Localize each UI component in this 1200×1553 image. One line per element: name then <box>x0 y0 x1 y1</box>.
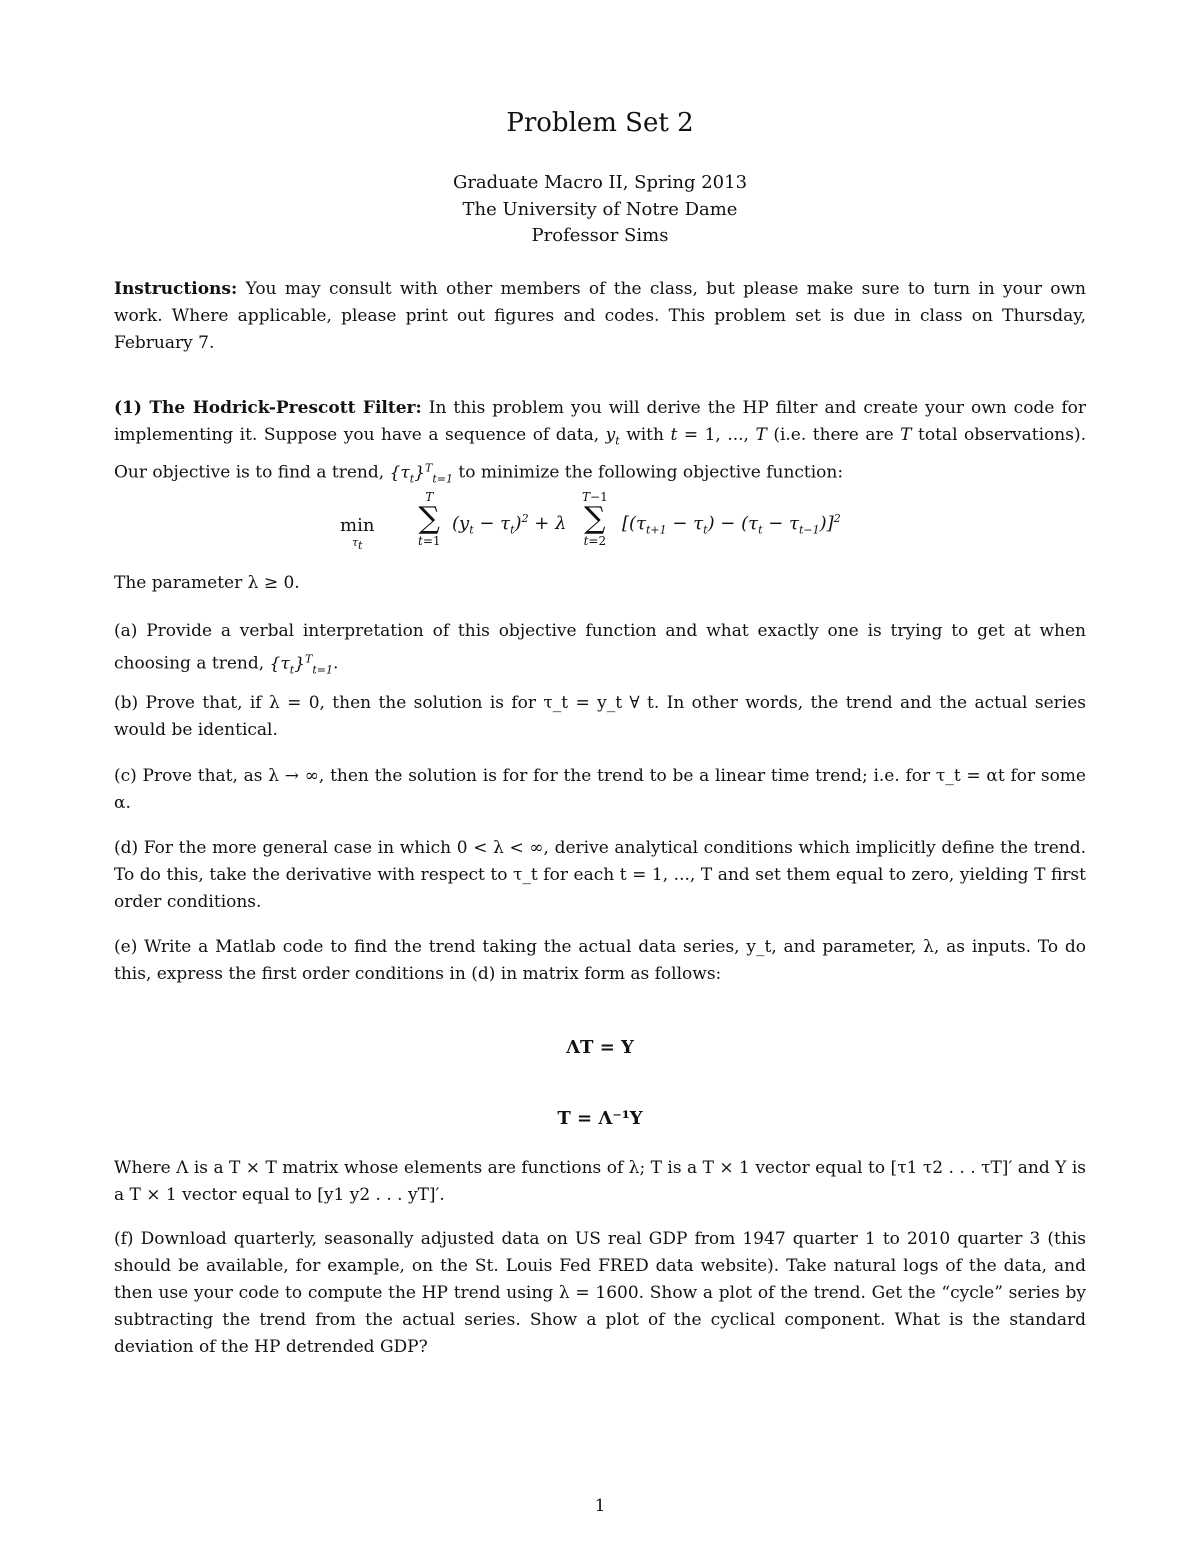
part-c: (c) Prove that, as λ → ∞, then the solution is for for the trend to be a linear time trend; i.e. for τ_t = αt for some α. <box>114 766 1086 813</box>
university-line: The University of Notre Dame <box>462 199 738 220</box>
math-trend-set: $\{\tau_t\}^T_{t=1}$ <box>389 461 453 486</box>
problem1-intro-text-c: (i.e. there are <box>773 425 894 445</box>
matrix-definition: Where Λ is a T × T matrix whose elements are functions of λ; T is a T × 1 vector equal to [τ1 τ2 . . . τT]′ and Y is a T × 1 vector equal to [y1 y2 . . . yT]′. <box>114 1158 1086 1205</box>
sum-2-term: $[(\tau_{t+1} - \tau_t) - (\tau_t - \tau_{t-1})]^2$ <box>622 512 841 537</box>
part-a-text: (a) Provide a verbal interpretation of this objective function and what exactly one is trying to get at when choosing a trend, <box>114 621 1086 674</box>
page-title: Problem Set 2 <box>506 108 694 138</box>
min-operator: min $\tau_t$ <box>340 515 375 553</box>
page-number: 1 <box>594 1496 606 1516</box>
sum-2: T−1 ∑ t=2 <box>582 490 608 548</box>
course-line: Graduate Macro II, Spring 2013 <box>452 172 748 193</box>
problem1-intro-text-a: In this problem you will derive the HP filter and create your own code for implementing it. Suppose you have a sequence of data, <box>114 398 1086 445</box>
lambda-parameter: The parameter λ ≥ 0. <box>114 573 300 593</box>
math-yt: $y_t$ <box>605 425 620 448</box>
problem1-label: (1) The Hodrick-Prescott Filter: <box>114 398 422 418</box>
instructions-text: You may consult with other members of the class, but please make sure to turn in your own work. Where applicable, please print out figures and codes. This problem set is due in class on Thursday, February 7. <box>114 279 1086 353</box>
problem1-intro-text-d: total observations). Our objective is to find a trend, <box>114 425 1086 484</box>
matrix-equation-1: ΛT = Y <box>566 1037 634 1058</box>
problem1-intro-text-b: with <box>626 425 664 445</box>
math-t-range: t <box>670 425 678 445</box>
part-a: (a) Provide a verbal interpretation of this objective function and what exactly one is trying to get at when choosing a trend, $\{\tau_t\}^T_{t=1}$. <box>114 621 1086 677</box>
math-T: T <box>755 425 767 445</box>
math-trend-set-a: $\{\tau_t\}^T_{t=1}$ <box>269 652 334 677</box>
part-f: (f) Download quarterly, seasonally adjusted data on US real GDP from 1947 quarter 1 to 2010 quarter 3 (this should be available, for example, on the St. Louis Fed FRED data website). Take natural logs of the data, and then use your code to compute the HP trend using λ = 1600. Show a plot of the trend. Get the “cycle” series by subtracting the trend from the actual series. Show a plot of the cyclical component. What is the standard deviation of the HP detrended GDP? <box>114 1229 1086 1357</box>
math-T2: T <box>900 425 912 445</box>
instructions-label: Instructions: <box>114 279 238 299</box>
sum-1-term: $(y_t - \tau_t)^2 + \lambda$ <box>452 512 567 537</box>
part-e: (e) Write a Matlab code to find the trend taking the actual data series, y_t, and parameter, λ, as inputs. To do this, express the first order conditions in (d) in matrix form as follows: <box>114 937 1086 984</box>
problem1-intro-text-e: to minimize the following objective function: <box>458 463 844 484</box>
problem1-intro: (1) The Hodrick-Prescott Filter: In this problem you will derive the HP filter and create your own code for implementing it. Suppose you have a sequence of data, $y_t$ with t = 1, ..., T (i.e. there are T total observations). Our objective is to find a trend, $\{\tau_t\}^T_{t=1}$ to minimize the following objective function: <box>114 398 1086 486</box>
matrix-equation-2: T = Λ⁻¹Y <box>557 1108 643 1129</box>
sum-1: T ∑ t=1 <box>418 490 441 548</box>
part-d: (d) For the more general case in which 0 < λ < ∞, derive analytical conditions which implicitly define the trend. To do this, take the derivative with respect to τ_t for each t = 1, ..., T and set them equal to zero, yielding T first order conditions. <box>114 838 1086 912</box>
professor-line: Professor Sims <box>531 225 669 246</box>
instructions-paragraph <box>114 276 1086 357</box>
part-b: (b) Prove that, if λ = 0, then the solution is for τ_t = y_t ∀ t. In other words, the trend and the actual series would be identical. <box>114 693 1086 740</box>
